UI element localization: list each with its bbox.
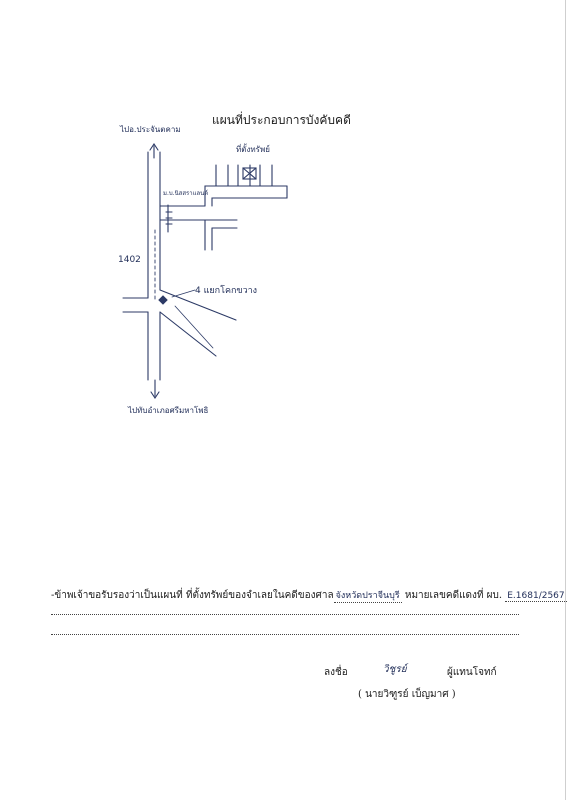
certification-line — [51, 588, 567, 603]
label-soi: ม.บ.นิสสราแลนด์ — [163, 190, 209, 197]
certification-prefix: -ข้าพเจ้าขอรับรองว่าเป็นแผนที่ ที่ตั้งทรัพย์ของจำเลยในคดีของศาล — [51, 590, 334, 601]
soi-sign-icon — [166, 205, 172, 232]
case-number-field — [505, 590, 566, 602]
court-field — [334, 588, 402, 603]
dotted-line-2 — [51, 634, 519, 635]
signer-name: ( นายวิฑูรย์ เบ็ญมาศ ) — [358, 689, 456, 700]
signature-mark: วิชูรย์ — [383, 664, 407, 675]
label-south: ไปทับอำเภอศรีมหาโพธิ — [128, 406, 209, 415]
court-value: จังหวัดปราจีนบุรี — [335, 591, 400, 601]
west-road — [123, 298, 148, 312]
main-road — [148, 152, 160, 380]
label-north: ไปอ.ประจันตคาม — [120, 125, 181, 134]
south-arrow-icon — [151, 380, 159, 398]
intersection-marker-icon — [159, 296, 167, 304]
dotted-line-1 — [51, 614, 519, 615]
label-road-number: 1402 — [118, 255, 141, 265]
map-title: แผนที่ประกอบการบังคับคดี — [212, 113, 351, 127]
label-property: ที่ตั้งทรัพย์ — [236, 145, 270, 154]
case-number-value: E.1681/2567 — [507, 591, 565, 601]
intersection-pointer — [172, 290, 195, 297]
label-intersection: 4 แยกโคกขวาง — [195, 286, 258, 296]
signer-role: ผู้แทนโจทก์ — [447, 667, 497, 678]
case-label: หมายเลขคดีแดงที่ ผบ. — [404, 590, 503, 601]
north-arrow-icon — [150, 144, 158, 158]
sign-label: ลงชื่อ — [324, 667, 348, 678]
diagonal-road — [160, 290, 236, 356]
